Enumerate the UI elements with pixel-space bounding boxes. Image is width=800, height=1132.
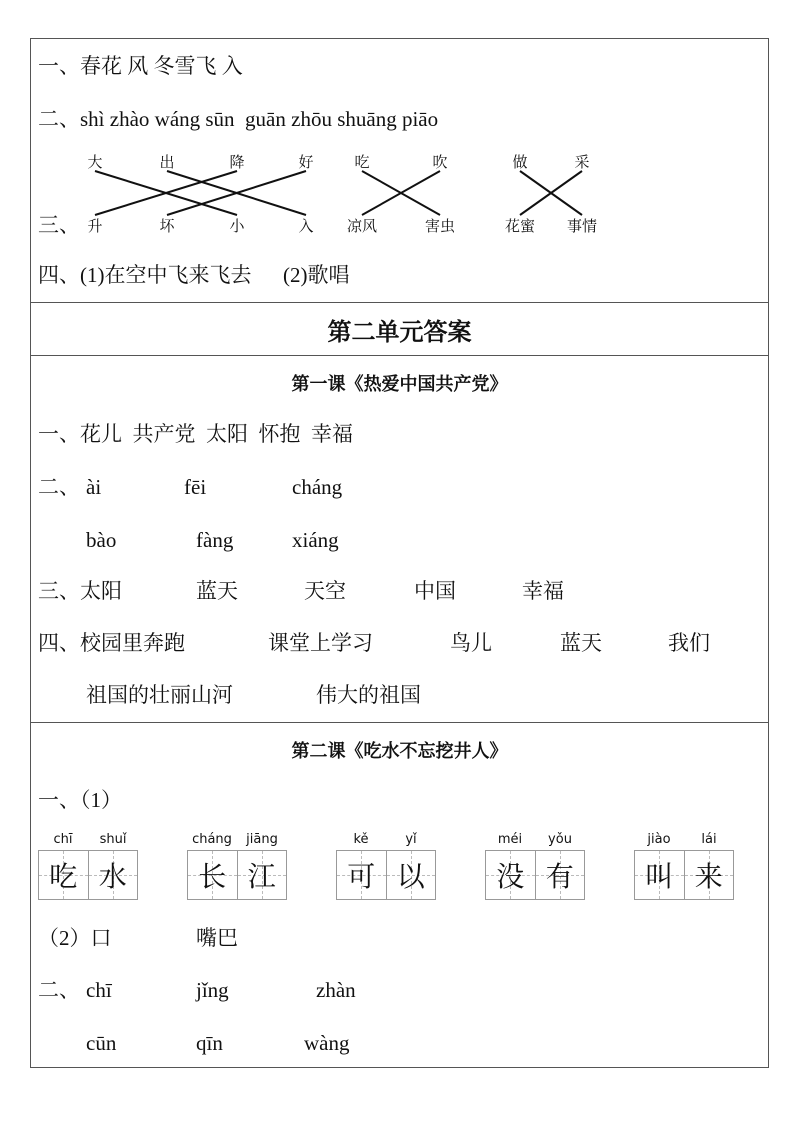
match-top-word: 好 [298, 153, 314, 171]
character: 叫 [645, 860, 674, 893]
match-top-word: 做 [512, 153, 528, 171]
match-bottom-word: 升 [87, 217, 103, 235]
l1-q4: 蓝天 [560, 631, 602, 655]
divider [30, 722, 769, 723]
pinyin: bào [86, 528, 117, 552]
l1-q3: 三、太阳 [38, 579, 122, 603]
tianzige-box [634, 850, 734, 900]
l2-q1-2: 嘴巴 [196, 926, 238, 950]
l1-q4: 祖国的壮丽山河 [86, 683, 233, 707]
lesson2-title: 第二课《吃水不忘挖井人》 [291, 741, 508, 762]
q1-answer: 一、春花 风 冬雪飞 入 [38, 54, 243, 78]
l1-q3: 蓝天 [196, 579, 238, 603]
tianzige-cell [386, 851, 436, 899]
pinyin: cūn [86, 1031, 117, 1055]
lesson1-title: 第一课《热爱中国共产党》 [291, 374, 508, 395]
pinyin-label: lái [701, 832, 717, 847]
character: 水 [98, 860, 127, 893]
l1-q3: 中国 [414, 579, 456, 603]
character: 可 [347, 860, 376, 893]
divider [30, 302, 769, 303]
match-bottom-word: 凉风 [346, 217, 378, 235]
tianzige-cell [337, 851, 386, 899]
tianzige-box [187, 850, 287, 900]
pinyin: qīn [196, 1031, 223, 1055]
l1-q4: 四、校园里奔跑 [38, 631, 185, 655]
l1-q4: 课堂上学习 [268, 631, 373, 655]
l1-q3: 天空 [304, 579, 346, 603]
tianzige-cell [237, 851, 287, 899]
tianzige-cell [684, 851, 734, 899]
tianzige-cell [39, 851, 88, 899]
character: 没 [496, 860, 525, 893]
pinyin-label: yǐ [405, 832, 417, 847]
tianzige-box [336, 850, 436, 900]
pinyin-label: méi [497, 832, 523, 847]
character: 长 [198, 860, 227, 893]
pinyin-label: jiāng [246, 832, 278, 847]
pinyin-label: kě [353, 832, 369, 847]
match-bottom-word: 害虫 [424, 217, 456, 235]
match-top-word: 出 [159, 153, 175, 171]
l1-q2-label: 二、 [38, 475, 80, 499]
match-bottom-word: 坏 [159, 217, 175, 235]
match-bottom-word: 小 [229, 217, 245, 235]
pinyin-label: shuǐ [99, 832, 127, 847]
l1-q1: 一、花儿 共产党 太阳 怀抱 幸福 [38, 422, 353, 446]
tianzige-box [485, 850, 585, 900]
q3-label: 三、 [38, 213, 80, 237]
tianzige-box [38, 850, 138, 900]
pinyin-label: yǒu [548, 832, 572, 847]
l1-q4: 伟大的祖国 [316, 683, 421, 707]
match-top-word: 吹 [432, 153, 448, 171]
character: 来 [694, 860, 723, 893]
tianzige-cell [635, 851, 684, 899]
tianzige-cell [486, 851, 535, 899]
pinyin: jǐng [196, 978, 229, 1002]
pinyin-label: chī [53, 832, 73, 847]
l1-q4: 鸟儿 [450, 631, 492, 655]
tianzige-cell [188, 851, 237, 899]
pinyin: fàng [196, 528, 234, 552]
match-top-word: 降 [229, 153, 245, 171]
divider [30, 355, 769, 356]
pinyin-label: cháng [192, 832, 232, 847]
character: 江 [247, 860, 276, 893]
pinyin: fēi [184, 475, 207, 499]
pinyin: xiáng [292, 528, 339, 552]
l2-q1-label: 一、（1） [38, 788, 122, 812]
l2-q2-label: 二、 [38, 978, 80, 1002]
pinyin: cháng [292, 475, 343, 499]
match-top-word: 采 [574, 153, 590, 171]
match-bottom-word: 入 [298, 217, 314, 235]
pinyin: ài [86, 475, 102, 499]
tianzige-cell [535, 851, 585, 899]
pinyin-label: jiào [647, 832, 671, 847]
matching-lines [0, 0, 800, 300]
l2-q1-2: （2）口 [38, 926, 112, 950]
tianzige-cell [88, 851, 138, 899]
q2-answer: 二、shì zhào wáng sūn guān zhōu shuāng piāo [38, 107, 439, 131]
l1-q3: 幸福 [522, 579, 564, 603]
l1-q4: 我们 [668, 631, 710, 655]
match-bottom-word: 事情 [566, 217, 598, 235]
match-bottom-word: 花蜜 [504, 217, 536, 235]
pinyin: zhàn [316, 978, 356, 1002]
q4-answer: 四、(1)在空中飞来飞去 (2)歌唱 [38, 263, 350, 287]
match-top-word: 吃 [354, 153, 370, 171]
pinyin: wàng [304, 1031, 350, 1055]
character: 以 [396, 860, 425, 893]
unit-title: 第二单元答案 [327, 318, 472, 346]
pinyin: chī [86, 978, 112, 1002]
match-top-word: 大 [87, 153, 103, 171]
character: 有 [545, 860, 574, 893]
character: 吃 [49, 860, 78, 893]
